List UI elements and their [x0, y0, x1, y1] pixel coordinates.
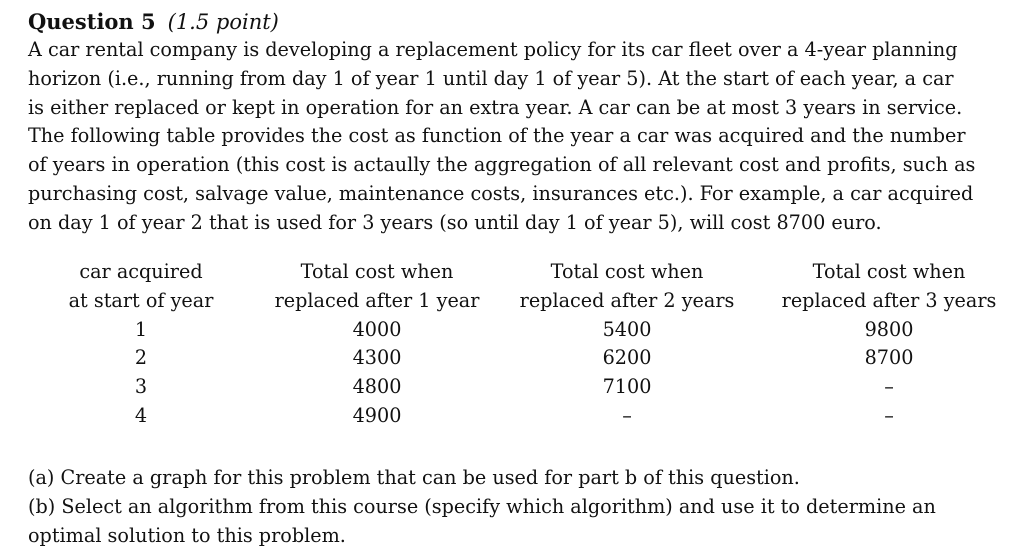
description-line: of years in operation (this cost is actaully the aggregation of all relevant cost and profits, such as — [28, 153, 976, 177]
table-row — [28, 316, 1024, 345]
question-label: Question 5 — [28, 9, 156, 34]
question-page — [28, 8, 997, 547]
header-cost-1-year: Total cost when replaced after 1 year — [274, 260, 480, 312]
table-cell: 8700 — [864, 346, 914, 370]
description-line: is either replaced or kept in operation for an extra year. A car can be at most 3 years in service. — [28, 95, 963, 119]
table-cell: – — [884, 375, 894, 399]
description-line: horizon (i.e., running from day 1 of year 1 until day 1 of year 5). At the start of each year, a car — [28, 66, 954, 90]
part-b-continued: optimal solution to this problem. — [28, 523, 346, 547]
table-cell: 4900 — [352, 403, 402, 427]
table-cell: 4800 — [352, 375, 402, 399]
description-line: purchasing cost, salvage value, maintenance costs, insurances etc.). For example, a car acquired — [28, 181, 974, 205]
description-line: The following table provides the cost as function of the year a car was acquired and the number — [28, 124, 966, 148]
description-line: A car rental company is developing a replacement policy for its car fleet over a 4-year planning — [28, 38, 958, 61]
table-cell: 4 — [134, 403, 148, 427]
table-row — [28, 373, 1024, 402]
description-line: on day 1 of year 2 that is used for 3 years (so until day 1 of year 5), will cost 8700 euro. — [28, 210, 882, 234]
header-cost-3-years: Total cost when replaced after 3 years — [781, 260, 997, 312]
table-cell: 5400 — [602, 317, 652, 341]
question-title — [28, 8, 996, 36]
part-a: (a) Create a graph for this problem that can be used for part b of this question. — [28, 466, 800, 489]
table-row — [28, 402, 1024, 431]
table-row — [28, 344, 1024, 373]
table-cell: – — [884, 403, 894, 427]
table-cell: 7100 — [602, 375, 652, 399]
question-parts — [28, 464, 996, 550]
problem-description — [28, 36, 996, 238]
table-cell: 6200 — [602, 346, 652, 370]
table-cell: 3 — [134, 375, 148, 399]
header-acquired-year: car acquired at start of year — [68, 260, 214, 312]
header-cost-2-years: Total cost when replaced after 2 years — [519, 260, 735, 312]
table-cell: 4300 — [352, 346, 402, 370]
table-cell: 1 — [134, 317, 148, 341]
table-cell: – — [622, 403, 632, 427]
table-header-row — [28, 258, 1024, 316]
table-cell: 2 — [134, 346, 148, 370]
part-b: (b) Select an algorithm from this course (specify which algorithm) and use it to determine an — [28, 494, 936, 518]
question-points: (1.5 point) — [167, 10, 279, 34]
table-cell: 9800 — [864, 317, 914, 341]
cost-table — [28, 258, 1024, 431]
table-cell: 4000 — [352, 317, 402, 341]
